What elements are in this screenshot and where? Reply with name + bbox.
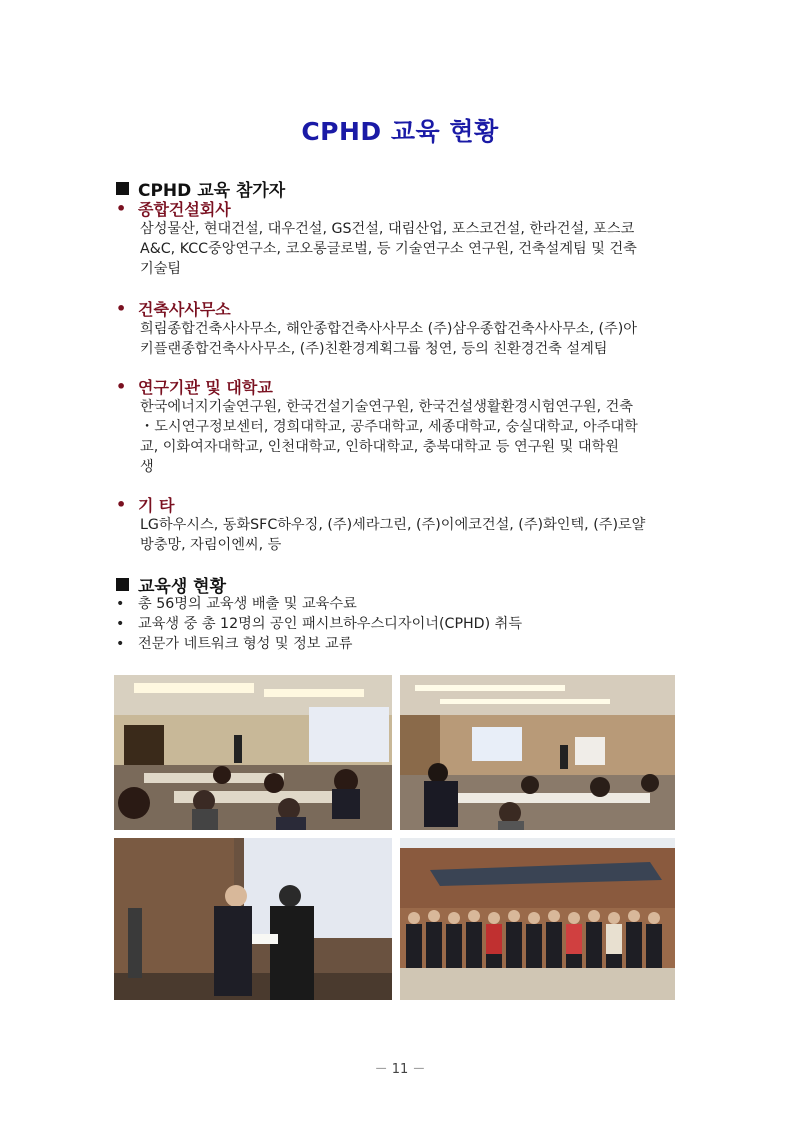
category-others	[116, 493, 696, 555]
page-number: － 11 －	[374, 1062, 426, 1077]
bullet-icon: •	[116, 198, 127, 218]
square-bullet-icon	[116, 182, 129, 195]
bullet-icon: •	[116, 298, 127, 318]
category-line: 희림종합건축사사무소, 해안종합건축사사무소 (주)삼우종합건축사사무소, (주)아	[140, 321, 637, 337]
category-name: 기 타	[138, 495, 175, 515]
photo-lecture-hall	[400, 675, 675, 830]
category-architecture-firms	[116, 297, 696, 359]
section-heading-label: 교육생 현황	[138, 577, 227, 597]
bullet-icon: •	[116, 596, 125, 612]
category-name: 종합건설회사	[138, 199, 231, 219]
category-line: 기술팀	[140, 261, 182, 277]
list-item-text: 교육생 중 총 12명의 공인 패시브하우스디자이너(CPHD) 취득	[138, 616, 523, 632]
category-name: 건축사사무소	[138, 299, 231, 319]
list-item-text: 총 56명의 교육생 배출 및 교육수료	[138, 596, 357, 612]
category-construction-companies	[116, 197, 696, 279]
square-bullet-icon	[116, 578, 129, 591]
list-item	[116, 594, 522, 614]
photo-group-passive-house	[400, 838, 675, 1000]
photo-lecture-room	[114, 675, 392, 830]
page-title: CPHD 교육 현황	[301, 117, 499, 146]
category-line: 키플랜종합건축사사무소, (주)친환경계획그룹 청연, 등의 친환경건축 설계팀	[140, 341, 608, 357]
section-heading-label: CPHD 교육 참가자	[138, 181, 286, 201]
category-line: 방충망, 자림이엔씨, 등	[140, 537, 282, 553]
category-line: A&C, KCC중앙연구소, 코오롱글로벌, 등 기술연구소 연구원, 건축설계팀 및 건축	[140, 241, 637, 257]
photo-certificate-ceremony	[114, 838, 392, 1000]
bullet-icon: •	[116, 494, 127, 514]
category-line: 생	[140, 459, 154, 475]
bullet-icon: •	[116, 376, 127, 396]
list-item	[116, 614, 522, 634]
category-line: LG하우시스, 동화SFC하우징, (주)세라그린, (주)이에코건설, (주)화인텍, (주)로얄	[140, 517, 646, 533]
bullet-icon: •	[116, 616, 125, 632]
category-line: 교, 이화여자대학교, 인천대학교, 인하대학교, 충북대학교 등 연구원 및 대학원	[140, 439, 619, 455]
list-item	[116, 634, 522, 654]
category-line: 한국에너지기술연구원, 한국건설기술연구원, 한국건설생활환경시험연구원, 건축	[140, 399, 634, 415]
category-name: 연구기관 및 대학교	[138, 377, 273, 397]
trainee-status-list	[116, 594, 522, 654]
bullet-icon: •	[116, 636, 125, 652]
category-research-universities	[116, 375, 696, 477]
category-line: 삼성물산, 현대건설, 대우건설, GS건설, 대림산업, 포스코건설, 한라건설, 포스코	[140, 221, 635, 237]
list-item-text: 전문가 네트워크 형성 및 정보 교류	[138, 636, 353, 652]
category-line: ・도시연구정보센터, 경희대학교, 공주대학교, 세종대학교, 숭실대학교, 아주대학	[140, 419, 638, 435]
